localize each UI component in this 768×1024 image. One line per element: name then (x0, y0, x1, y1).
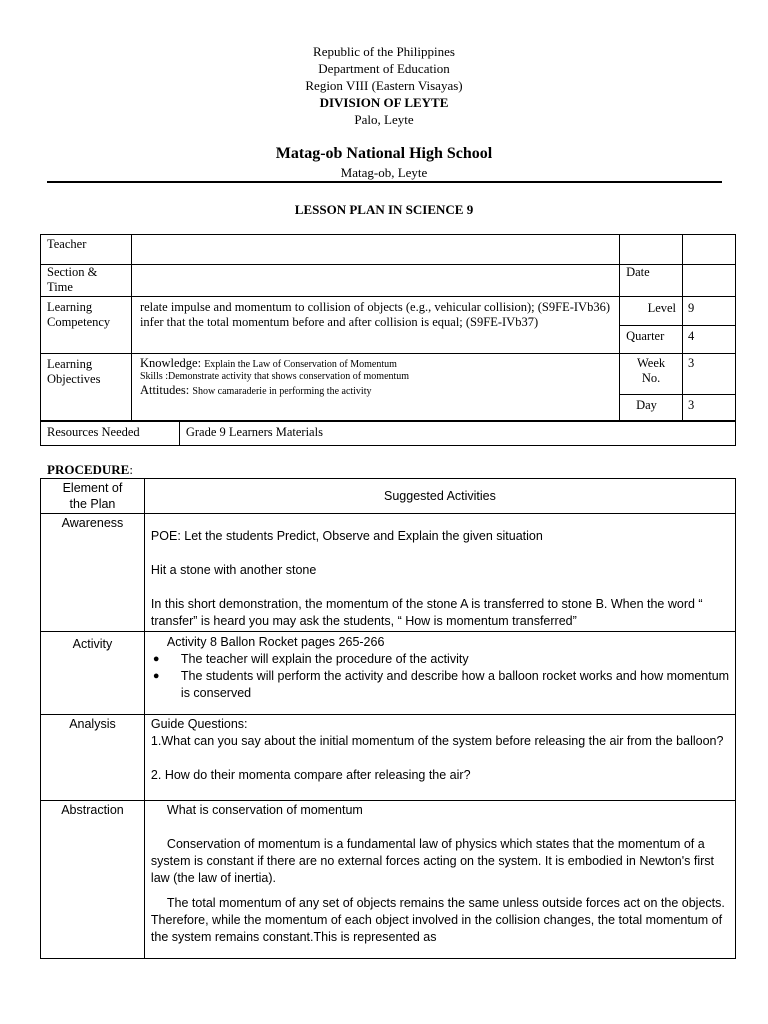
row-section-time (41, 265, 736, 297)
abstraction-content (144, 801, 735, 959)
abstraction-p2: The total momentum of any set of objects remains the same unless outside forces act on the objects. Therefore, while the momentum of each object involved in the collision changes, the total momentum of the system remains constant.This is represented as (150, 896, 725, 944)
awareness-label: Awareness (41, 514, 145, 632)
activity-content (144, 632, 735, 715)
procedure-heading (47, 461, 133, 478)
objectives-word: Objectives (47, 372, 101, 386)
knowledge-line (140, 356, 611, 371)
col-element-line-2: the Plan (69, 497, 116, 511)
col-element-header (41, 479, 145, 514)
activity-bullet-item-2 (151, 668, 731, 702)
objectives-text (131, 354, 619, 421)
abstraction-label: Abstraction (41, 801, 145, 959)
learning-label: Learning (47, 300, 93, 314)
competency-2: infer that the total momentum before and after collision is equal; (S9FE-IVb37) (139, 315, 539, 329)
school-location: Matag-ob, Leyte (340, 165, 428, 180)
teacher-label: Teacher (41, 235, 132, 265)
section-label: Section & (47, 265, 98, 279)
quarter-value: 4 (683, 326, 736, 354)
objectives-learning-label: Learning (47, 357, 93, 371)
activity-title: Activity 8 Ballon Rocket pages 265-266 (166, 635, 385, 649)
competency-text (131, 297, 619, 354)
procedure-header-row (41, 479, 736, 514)
teacher-value (131, 235, 619, 265)
abstraction-p1: Conservation of momentum is a fundamental law of physics which states that the momentum of a system is constant if there are no external forces acting on the system. It is embodied in Newton's first law (the law of inertia). (150, 837, 714, 885)
day-value: 3 (683, 395, 736, 421)
analysis-content (144, 715, 735, 801)
awareness-demo: In this short demonstration, the momentum of the stone A is transferred to stone B. When the word “ transfer” is heard you may ask the students, “ How is momentum transferred” (150, 597, 703, 628)
activity-label: Activity (41, 632, 145, 715)
resources-label: Resources Needed (41, 422, 180, 446)
bullet-icon: ● (152, 653, 160, 665)
header-division-location: Palo, Leyte (354, 112, 414, 127)
attitudes-line (140, 383, 611, 398)
row-analysis (41, 715, 736, 801)
bullet-icon: ● (152, 670, 160, 682)
col-activities-header: Suggested Activities (144, 479, 735, 514)
analysis-label: Analysis (41, 715, 145, 801)
procedure-colon: : (129, 462, 133, 477)
level-value: 9 (683, 297, 736, 326)
header-rule (47, 181, 722, 183)
header-department: Department of Education (318, 61, 450, 76)
level-label: Level (620, 297, 683, 326)
skills-text: Skills :Demonstrate activity that shows conservation of momentum (139, 371, 410, 382)
no-word: No. (641, 371, 661, 385)
day-label: Day (620, 395, 683, 421)
row-teacher (41, 235, 736, 265)
header-division: DIVISION OF LEYTE (319, 95, 449, 110)
awareness-poe: POE: Let the students Predict, Observe and Explain the given situation (150, 529, 543, 543)
section-time-label (41, 265, 132, 297)
knowledge-text: Explain the Law of Conservation of Momentum (204, 359, 397, 370)
awareness-hit: Hit a stone with another stone (150, 563, 317, 577)
info-table (40, 234, 736, 421)
week-label (620, 354, 683, 395)
resources-value: Grade 9 Learners Materials (179, 422, 735, 446)
row-abstraction (41, 801, 736, 959)
competency-1: relate impulse and momentum to collision of objects (e.g., vehicular collision); (S9FE-IVb36) (139, 300, 610, 314)
activity-bullet-1: The teacher will explain the procedure of the activity (180, 652, 469, 666)
procedure-table (40, 478, 736, 959)
date-label: Date (620, 265, 683, 297)
abstraction-title: What is conservation of momentum (166, 803, 363, 817)
procedure-title: PROCEDURE (47, 462, 130, 477)
quarter-label: Quarter (620, 326, 683, 354)
awareness-content (144, 514, 735, 632)
row-awareness (41, 514, 736, 632)
attitudes-text: Show camaraderie in performing the activity (192, 386, 372, 397)
date-value (683, 265, 736, 297)
row-resources (41, 422, 736, 446)
competency-word: Competency (47, 315, 111, 329)
week-word: Week (636, 356, 666, 370)
school-name: Matag-ob National High School (275, 145, 493, 162)
row-activity (41, 632, 736, 715)
analysis-q2: 2. How do their momenta compare after releasing the air? (150, 768, 471, 782)
teacher-blank (620, 235, 683, 265)
competency-label (41, 297, 132, 354)
analysis-q1: 1.What can you say about the initial momentum of the system before releasing the air from the balloon? (150, 734, 724, 748)
activity-bullet-2: The students will perform the activity and describe how a balloon rocket works and how momentum is conserved (180, 669, 730, 700)
header-republic: Republic of the Philippines (313, 44, 455, 59)
week-value: 3 (683, 354, 736, 395)
lesson-plan-title: LESSON PLAN IN SCIENCE 9 (294, 202, 474, 217)
section-time-value (131, 265, 619, 297)
row-week (41, 354, 736, 395)
teacher-blank-2 (683, 235, 736, 265)
knowledge-label: Knowledge: (139, 356, 202, 370)
row-level (41, 297, 736, 326)
time-label: Time (47, 280, 73, 294)
analysis-guide: Guide Questions: (150, 717, 248, 731)
header-region: Region VIII (Eastern Visayas) (305, 78, 463, 93)
activity-bullet-item-1 (151, 651, 731, 668)
attitudes-label: Attitudes: (139, 383, 190, 397)
objectives-label (41, 354, 132, 421)
resources-table (40, 421, 736, 446)
col-element-line-1: Element of (62, 481, 123, 495)
